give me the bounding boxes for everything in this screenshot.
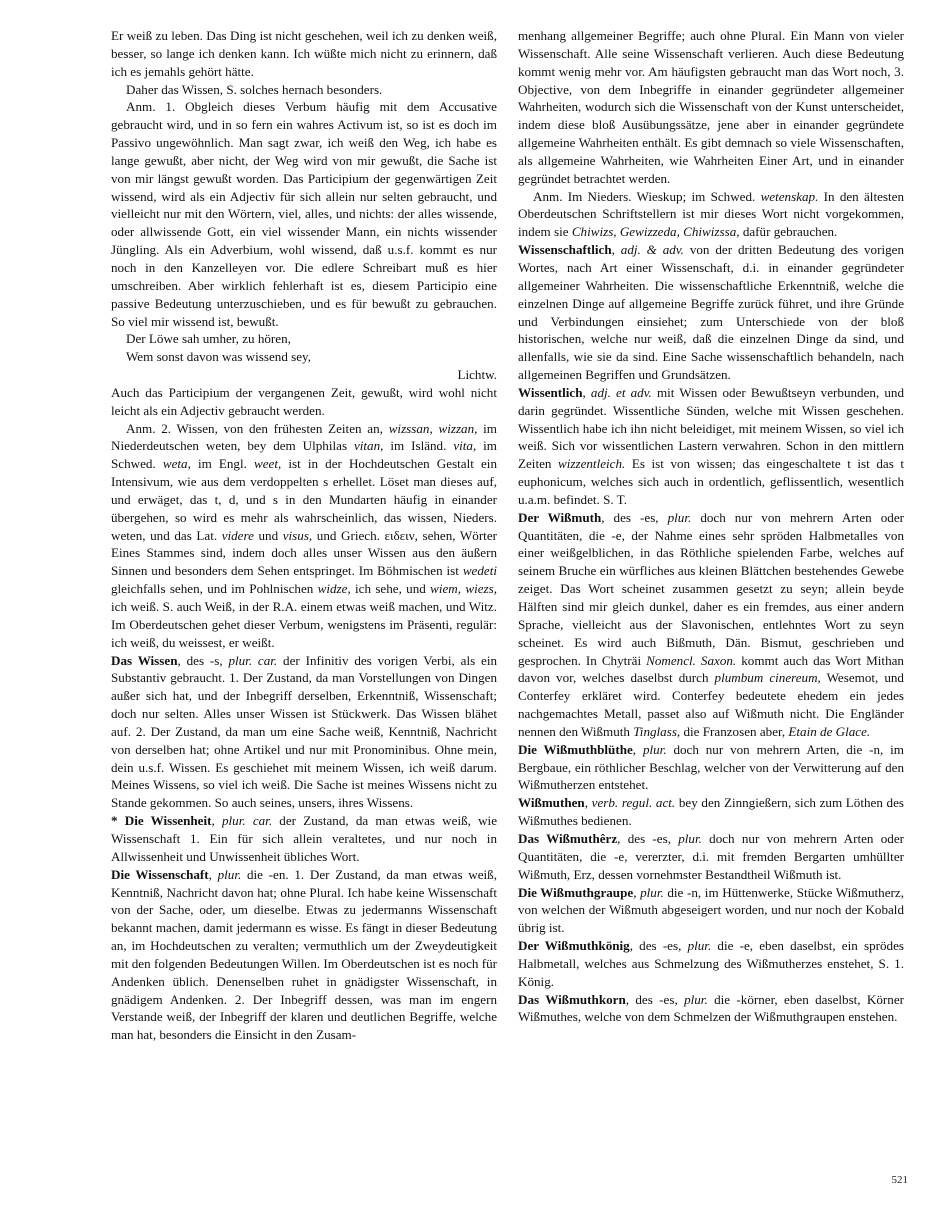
- text-run: von der dritten Bedeutung des vorigen Wortes, nach Art einer Wissenschaft, d.i. in einander gegründeter allgemeiner Wahrheiten. Die wissenschaftliche Erkenntniß, welche die einzelnen Dinge auf allgemeine Begriffe zurück führet, und ihre Gründe und Verbindungen einsiehet; zum Unterschiede von der bloß historischen, welche nur weiß, daß die einzelnen Dinge da sind, und allenfalls, wie sie da sind. Eine Sache wissenschaftlich behandeln, nach allgemeinen Begriffen und Grundsätzen.: [518, 242, 904, 383]
- entry-headword: Das Wißmuthêrz: [518, 830, 618, 846]
- dictionary-entry: [111, 652, 497, 813]
- italic-text: plumbum cinereum,: [714, 670, 821, 686]
- right-paragraph: [518, 188, 904, 242]
- text-run: Der Löwe sah umher, zu hören,: [126, 331, 291, 347]
- italic-text: plur.: [642, 741, 667, 757]
- text-run: ,: [208, 866, 218, 882]
- entry-headword: Die Wißmuthblüthe: [518, 741, 633, 757]
- italic-text: plur. car.: [221, 813, 273, 829]
- text-run: , des -es,: [629, 938, 688, 954]
- text-run: dafür gebrauchen.: [739, 224, 838, 240]
- text-run: der Infinitiv des vorigen Verbi, als ein Substantiv gebraucht. 1. Der Zustand, da man Vorstellungen von Dingen außer sich hat, und der Inbegriff derselben, Erkenntniß, Wissenschaft; doch nur selten. Alles unser Wissen ist Stückwerk. Das Wissen blähet auf. 2. Der Zustand, da man um eine Sache weiß, Kenntniß, Nachricht von derselben hat; ohne Artikel und nur mit Pronominibus. Ohne mein, dein u.s.f. Wissen. Es geschiehet mit meinem Wissen, ich weiß darum. Meines Wissens, so viel ich weiß. Die Sache ist meines Wissens nicht zu Stande gekommen. So auch seines, unsers, ihres Wissens.: [111, 652, 498, 811]
- text-run: im Engl.: [190, 456, 254, 472]
- italic-text: adj. & adv.: [620, 242, 684, 258]
- text-run: im Isländ.: [383, 438, 454, 454]
- italic-text: plur.: [667, 509, 692, 525]
- italic-text: Nomencl. Saxon.: [646, 652, 737, 668]
- italic-text: verb. regul. act.: [591, 795, 676, 811]
- verse-line: [111, 330, 497, 348]
- italic-text: vitan,: [353, 438, 384, 454]
- text-run: , des -es,: [617, 830, 679, 846]
- text-run: ,: [611, 242, 621, 258]
- dictionary-entry: [111, 812, 497, 866]
- text-run: Wem sonst davon was wissend sey,: [126, 349, 312, 365]
- italic-text: plur.: [687, 938, 712, 954]
- entry-headword: Der Wißmuth: [518, 509, 602, 525]
- entry-headword: Das Wissen: [111, 652, 178, 668]
- text-run: Anm. 1. Obgleich dieses Verbum häufig mit dem Accusative gebraucht wird, und in so fern ein wahres Activum ist, so ist es doch im Passivo ungewöhnlich. Man sagt zwar, ich weiß den Weg, ich habe es lange gewußt, aber nicht, der Weg wird von mir gewußt, die Sache ist von mir längst gewußt worden. Das Participium der gegenwärtigen Zeit wissend, wird als ein Adjectiv für sich allein nur selten gebraucht, und vielleicht nur mit den Wörtern, viel, alles, und nichts: der alles wissende, oder allwissende Gott, ein viel wissender Mann, ein nichts wissender Jüngling. Als ein Adverbium, wohl wissend, daß u.s.f. kommt es nur noch in den Kanzelleyen vor. Die edlere Schreibart muß es hier umschreiben. Aber wirklich fehlerhaft ist es, diesem Participio eine passive Bedeutung unterzuschieben, und es für bewußt zu gebrauchen. So viel mir wissend ist, bewußt.: [111, 99, 497, 329]
- text-run: ,: [582, 384, 591, 400]
- text-run: Es ist von wissen; das eingeschaltete t ist das t euphonicum, welches sich auch in ordentlich, geflissentlich, wesentlich u.a.m. befindet. S. T.: [518, 456, 905, 507]
- text-run: der Zustand, da man etwas weiß, wie Wissenschaft 1. Ein für sich allein veraltetes, und nur noch in Allwissenheit und Unwissenheit übliches Wort.: [111, 813, 498, 864]
- text-run: In den ältesten Oberdeutschen Schriftstellern ist mir dieses Wort nicht vorgekommen, indem sie: [518, 188, 904, 240]
- dictionary-entry: [111, 866, 497, 1044]
- text-run: doch nur von mehrern Arten, die -n, im Bergbaue, ein röthlicher Beschlag, welcher von der Verwitterung auf den Wißmutherzen entstehet.: [518, 741, 904, 793]
- italic-text: plur. car.: [228, 652, 278, 668]
- entry-headword: Der Wißmuthkönig: [518, 938, 630, 954]
- italic-text: wetenskap.: [760, 188, 819, 204]
- text-run: Wesemot, und Conterfey erkläret wird. Conterfey bedeutete ehedem ein jedes nachgemachtes Metall, passet also auf Wißmuth nicht. Die Engländer nennen den Wißmuth: [518, 670, 904, 739]
- text-run: die -n, im Hüttenwerke, Stücke Wißmutherz, von welchen der Wißmuth abgeseigert worden, und nur noch der Kobald übrig ist.: [518, 884, 904, 936]
- quote-attribution: [111, 366, 497, 384]
- dictionary-entry: [518, 937, 904, 991]
- text-run: Lichtw.: [457, 367, 497, 383]
- left-paragraph: [111, 384, 497, 420]
- text-run: die -körner, eben daselbst, Körner Wißmuthes, welche von dem Schmelzen der Wißmuthgraupen enstehen.: [518, 991, 905, 1025]
- italic-text: plur.: [678, 830, 702, 846]
- text-run: ,: [633, 884, 641, 900]
- italic-text: Tinglass,: [633, 723, 681, 739]
- entry-headword: * Die Wissenheit: [111, 813, 212, 829]
- dictionary-entry: [518, 830, 904, 884]
- italic-text: plur.: [684, 991, 708, 1007]
- text-run: gleichfalls sehen, und im Pohlnischen: [111, 581, 318, 597]
- text-run: , des -s,: [177, 652, 229, 668]
- dictionary-entry: [518, 794, 904, 830]
- italic-text: Etain de Glace.: [788, 723, 871, 739]
- verse-line: [111, 348, 497, 366]
- text-run: ich weiß. S. auch Weiß, in der R.A. einem etwas weiß machen, und Witz. Im Oberdeutschen gehet dieser Verbum, wenigstens im Präsenti, regulär: ich weiß, du weissest, er weißt.: [111, 599, 497, 650]
- right-column: [518, 27, 904, 1026]
- text-run: im Niederdeutschen weten, bey dem Ulphilas: [111, 420, 497, 454]
- italic-text: wizzentleich.: [558, 456, 626, 472]
- text-run: ,: [632, 741, 643, 757]
- left-column: [111, 27, 497, 1044]
- italic-text: weta,: [162, 456, 191, 472]
- italic-text: plur.: [217, 866, 242, 882]
- left-paragraph: [111, 81, 497, 99]
- left-paragraph: [111, 98, 497, 330]
- left-paragraph: [111, 420, 497, 652]
- italic-text: plur.: [640, 884, 664, 900]
- text-run: kommt auch das Wort Mithan davon vor, welches daselbst durch: [518, 652, 904, 686]
- entry-headword: Wissentlich: [518, 384, 583, 400]
- text-run: mit Wissen oder Bewußtseyn verbunden, und darin gegründet. Wissentliche Sünden, welche mit Wissen geschehen. Wissentlich habe ich ihn nicht beleidiget, mit meinem Wissen, so viel ich weiß. Sich vor wissentlichen Lastern verwahren. Schon in den mittlern Zeiten: [518, 384, 904, 472]
- text-run: die Franzosen aber,: [680, 723, 789, 739]
- text-run: Anm. Im Nieders. Wieskup; im Schwed.: [533, 188, 761, 204]
- text-run: , des -es,: [601, 509, 668, 525]
- italic-text: vita,: [453, 438, 477, 454]
- entry-headword: Die Wißmuthgraupe: [518, 884, 634, 900]
- italic-text: wizssan, wizzan,: [388, 420, 478, 436]
- text-run: Er weiß zu leben. Das Ding ist nicht geschehen, weil ich zu denken weiß, besser, so lange ich denken kann. Ich wüßte mich nicht zu erinnern, daß ich es jemahls gehört hätte.: [111, 28, 497, 79]
- dictionary-entry: [518, 509, 904, 741]
- text-run: ,: [584, 795, 592, 811]
- text-run: im Schwed.: [111, 438, 497, 472]
- text-run: die -e, eben daselbst, ein sprödes Halbmetall, welches aus Schmelzung des Wißmutherzes enstehet, S. 1. König.: [518, 938, 904, 989]
- dictionary-entry: [518, 991, 904, 1027]
- text-run: ist in der Hochdeutschen Gestalt ein Intensivum, wie aus dem verdoppelten s erhellet. Löset man dieses auf, und erwäget, das t, d, und s in den Mundarten häufig in einander übergehen, so wird es mehr als wahrscheinlich, das wissen, Nieders. weten, und das Lat.: [111, 456, 497, 543]
- text-run: menhang allgemeiner Begriffe; auch ohne Plural. Ein Mann von vieler Wissenschaft. Alle seine Wissenschaft verlieren. Auch diese Bedeutung kommt wenig mehr vor. Am häufigsten gebraucht man das Wort noch, 3. Objective, von dem Inbegriffe in einander gegründeter allgemeiner Wahrheiten, wodurch sich die Wissenschaft von der Kunst unterscheidet, indem diese bloß Ausübungssätze, jene aber in einander gegründete allgemeine Wahrheiten enthält. Es gibt demnach so viele Wissenschaften, als allgemeine Wahrheiten, wie Wahrheiten Einer Art, und in einander gegründet betrachtet werden.: [518, 28, 904, 186]
- dictionary-entry: [518, 884, 904, 938]
- text-run: und Griech. ειδειν, sehen, Wörter Eines Stammes sind, indem doch alles unser Wissen aus den äußern Sinnen und besonders dem Sehen entspringet. Im Böhmischen ist: [111, 527, 497, 579]
- italic-text: wiem, wiezs,: [430, 581, 497, 597]
- dictionary-entry: [518, 741, 904, 795]
- italic-text: adj. et adv.: [590, 384, 652, 400]
- text-run: ich sehe, und: [350, 581, 431, 597]
- entry-headword: Das Wißmuthkorn: [518, 991, 626, 1007]
- left-paragraph: [111, 27, 497, 81]
- text-run: doch nur von mehrern Arten oder Quantitäten, die -e, der Nahme eines sehr spröden Halbmetalles von einer weißgelblichen, in das Röthliche spielenden Farbe, welches auf seinem Bruche ein würfliches aus kleinen Blättchen bestehendes Gewebe zeiget. Das Wort scheinet zusammen gesetzt zu seyn; allein beyde Hälften sind mir gleich dunkel, daher es ein fremdes, aus einer andern Sprache, vielleicht aus der Slavonischen, entlehntes Wort zu seyn scheinet. Es wird auch Bißmuth, Dän. Bismut, geschrieben und gesprochen. In Chyträi: [518, 509, 904, 668]
- italic-text: weet,: [254, 456, 282, 472]
- text-run: Daher das Wissen, S. solches hernach besonders.: [126, 81, 383, 97]
- dictionary-entry: [518, 241, 904, 384]
- text-run: doch nur von mehrern Arten oder Quantitäten, die -e, vererzter, d.i. mit fremden Bergarten umhüllter Wißmuth, Erz, dessen vornehmster Bestandtheil Wißmuth ist.: [518, 830, 904, 882]
- italic-text: Chiwizs, Gewizzeda, Chiwizssa,: [571, 224, 740, 240]
- entry-headword: Die Wissenschaft: [111, 866, 209, 882]
- text-run: , des -es,: [625, 991, 685, 1007]
- text-run: Anm. 2. Wissen, von den frühesten Zeiten an,: [126, 420, 389, 436]
- text-run: die -en. 1. Der Zustand, da man etwas weiß, Kenntniß, Nachricht davon hat; ohne Plural. Ich habe keine Wissenschaft von der Sache, oder, um dieselbe. Etwas zu jedermanns Wissenschaft bekannt machen, damit jedermann es wisse. Es fängt in dieser Bedeutung an, im Hochdeutschen zu veralten; vermuthlich um der Zweydeutigkeit mit den folgenden Bedeutungen Willen. Im Oberdeutschen ist es noch für Andenken üblich. Denenselben ruhet in gnädigster Wissenschaft, in gnädigem Andenken. 2. Der Inbegriff dessen, was man im engern Verstande weiß, der Inbegriff der klaren und deutlichen Begriffe, welche man hat, besonders die Einsicht in den Zusam-: [111, 866, 497, 1043]
- text-run: bey den Zinngießern, sich zum Löthen des Wißmuthes bedienen.: [518, 795, 905, 829]
- italic-text: wedeti: [462, 563, 497, 579]
- italic-text: videre: [221, 527, 254, 543]
- text-run: Auch das Participium der vergangenen Zeit, gewußt, wird wohl nicht leicht als ein Adjectiv gebraucht werden.: [111, 384, 497, 418]
- dictionary-entry: [518, 384, 904, 509]
- right-paragraph: [518, 27, 904, 188]
- entry-headword: Wißmuthen: [518, 795, 585, 811]
- page-number: 521: [891, 1174, 908, 1186]
- entry-headword: Wissenschaftlich: [518, 242, 612, 258]
- text-run: und: [253, 527, 283, 543]
- italic-text: visus,: [282, 527, 313, 543]
- italic-text: widze,: [317, 581, 351, 597]
- text-run: ,: [211, 813, 222, 829]
